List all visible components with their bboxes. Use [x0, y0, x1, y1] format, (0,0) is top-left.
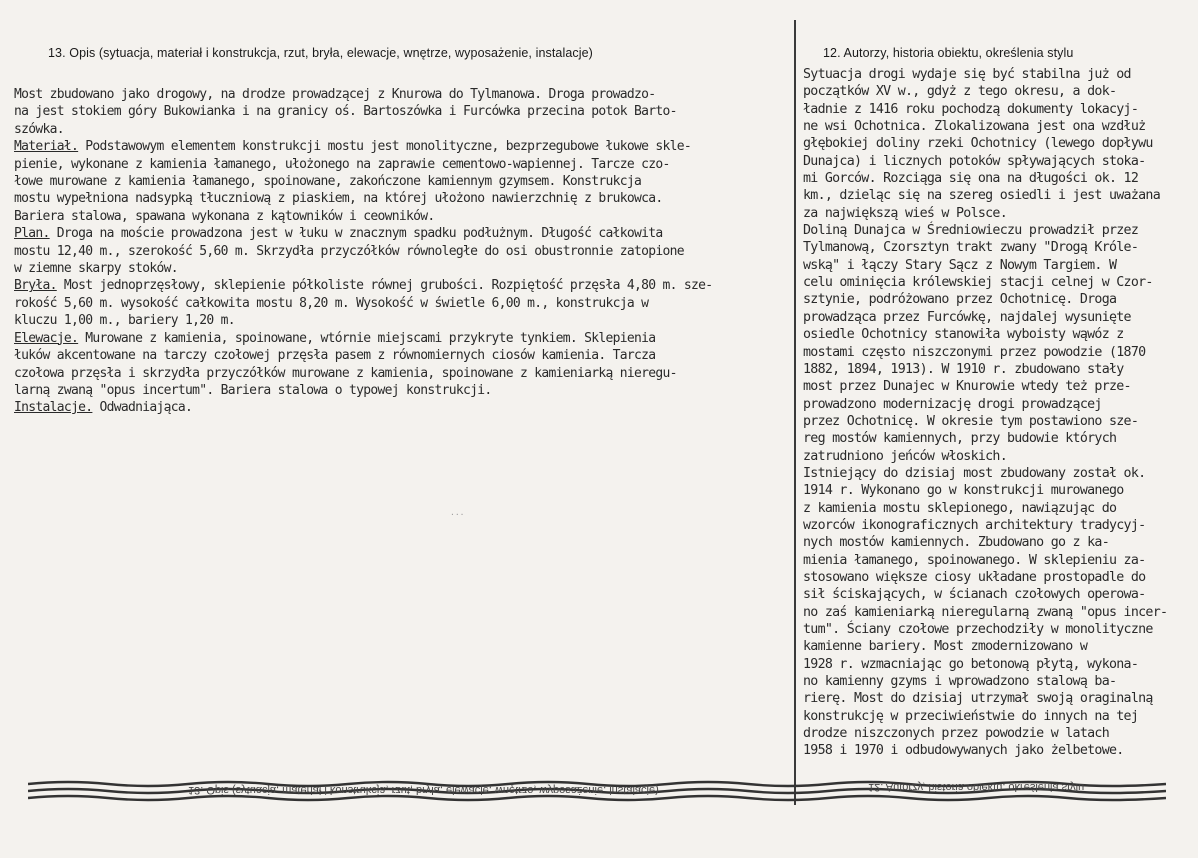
description-line — [14, 295, 784, 312]
history-line: no kamienny gzyms i wprowadzono stalową ba- — [803, 674, 1117, 690]
description-line — [14, 365, 784, 382]
description-line — [14, 225, 784, 242]
history-line: Dunajca) i licznych potoków spływających stoka- — [803, 153, 1146, 169]
line-text: w ziemne skarpy stoków. — [14, 261, 178, 277]
description-line — [14, 121, 784, 138]
section-13-heading: 13. Opis (sytuacja, materiał i konstrukcja, rzut, bryła, elewacje, wnętrze, wyposażenie, instalacje) — [48, 46, 593, 60]
line-text: czołowa przęsła i skrzydła przyczółków murowane z kamienia, spoinowane z kamieniarką nieregu- — [14, 365, 677, 381]
history-line: nych mostów kamiennych. Zbudowano go z ka- — [803, 535, 1109, 551]
section-label: Elewacje. — [14, 330, 79, 346]
line-text: pienie, wykonane z kamienia łamanego, ułożonego na zaprawie cementowo-wapiennej. Tarcze czo- — [14, 156, 670, 172]
section-label: Materiał. — [14, 139, 79, 155]
section-label: Plan. — [14, 226, 50, 242]
mirrored-heading-13: 13. Opis (sytuacja, materiał i konstrukcja, rzut, bryła, elewacje, wnętrze, wyposażenie, instalacje) — [188, 784, 659, 796]
description-line — [14, 330, 784, 347]
history-line: konstrukcję w przeciwieństwie do innych na tej — [803, 708, 1139, 724]
description-line — [14, 260, 784, 277]
history-line: prowadząca przez Furcówkę, najdalej wysunięte — [803, 309, 1131, 325]
history-line: drodze niszczonych przez powodzie w latach — [803, 726, 1109, 742]
history-line: celu ominięcia królewskiej stacji celnej w Czor- — [803, 275, 1153, 291]
description-body — [14, 86, 784, 417]
description-line — [14, 382, 784, 399]
description-line — [14, 190, 784, 207]
description-line — [14, 277, 784, 294]
history-line: ładnie z 1416 roku pochodzą dokumenty lokacyj- — [803, 101, 1139, 117]
history-line: z kamienia mostu sklepionego, nawiązując do — [803, 500, 1117, 516]
history-line: no zaś kamieniarką nieregularną zwaną "opus incer- — [803, 604, 1168, 620]
history-line: kamienne bariery. Most zmodernizowano w — [803, 639, 1088, 655]
line-text: Murowane z kamienia, spoinowane, wtórnie miejscami przykryte tynkiem. Sklepienia — [78, 330, 656, 346]
line-text: kluczu 1,00 m., bariery 1,20 m. — [14, 313, 235, 329]
section-12-heading: 12. Autorzy, historia obiektu, określenia stylu — [823, 46, 1074, 60]
line-text: łowe murowane z kamienia łamanego, spoinowane, zakończone kamiennym gzymsem. Konstrukcja — [14, 174, 642, 190]
line-text: Most zbudowano jako drogowy, na drodze prowadzącej z Knurowa do Tylmanowa. Droga prowadzo- — [14, 87, 656, 102]
history-line: km., dzieląc się na szereg osiedli i jest uważana — [803, 188, 1160, 204]
line-text: Podstawowym elementem konstrukcji mostu jest monolityczne, bezprzegubowe łukowe skle- — [78, 139, 692, 155]
description-line — [14, 312, 784, 329]
description-line — [14, 138, 784, 155]
history-line: Sytuacja drogi wydaje się być stabilna już od — [803, 67, 1131, 82]
history-line: Tylmanową, Czorsztyn trakt zwany "Drogą Króle- — [803, 240, 1139, 256]
line-text: mostu wypełniona nadsypką tłuczniową z piaskiem, na której ułożono nawierzchnię z brukowca. — [14, 191, 663, 207]
history-line: wską" i łączy Stary Sącz z Nowym Targiem. W — [803, 257, 1117, 273]
history-line: reg mostów kamiennych, przy budowie których — [803, 431, 1117, 447]
history-line: mienia łamanego, spoinowanego. W sklepieniu za- — [803, 552, 1146, 568]
mirrored-heading-12: 12. Autorzy, historia obiektu, określenia stylu — [868, 781, 1085, 793]
line-text: szówka. — [14, 121, 64, 137]
description-column — [14, 46, 784, 417]
history-body — [803, 66, 1195, 760]
line-text: Most jednoprzęsłowy, sklepienie półkoliste równej grubości. Rozpiętość przęsła 4,80 m. sze- — [56, 278, 713, 294]
line-text: łuków akcentowane na tarczy czołowej przęsła pasem z równomiernych ciosów kamienia. Tarcza — [14, 348, 656, 364]
history-line: ne wsi Ochotnica. Zlokalizowana jest ona wzdłuż — [803, 119, 1146, 135]
history-line: most przez Dunajec w Knurowie wtedy też prze- — [803, 379, 1131, 395]
history-line: sztynie, podróżowano przez Ochotnicę. Droga — [803, 292, 1117, 308]
description-line — [14, 173, 784, 190]
stray-mark: ··· — [450, 510, 465, 519]
history-line: przez Ochotnicę. W okresie tym postawiono sze- — [803, 413, 1139, 429]
history-line: stosowano większe ciosy układane prostopadle do — [803, 569, 1146, 585]
history-line: wzorców ikonograficznych architektury tradycyj- — [803, 517, 1146, 533]
section-label: Instalacje. — [14, 400, 93, 416]
history-line: początków XV w., gdyż z tego okresu, a dok- — [803, 84, 1117, 100]
history-line: 1882, 1894, 1913). W 1910 r. zbudowano stały — [803, 361, 1124, 377]
mirrored-bottom-band — [28, 776, 1166, 810]
history-line: mostami często niszczonymi przez powodzie (1870 — [803, 344, 1146, 360]
history-line: zatrudniono jeńców włoskich. — [803, 448, 1007, 464]
history-line: za największą wieś w Polsce. — [803, 205, 1007, 221]
history-line: prowadzono modernizację drogi prowadzącej — [803, 396, 1102, 412]
history-line: 1928 r. wzmacniając go betonową płytą, wykona- — [803, 656, 1139, 672]
history-line: Doliną Dunajca w Średniowieczu prowadził przez — [803, 223, 1139, 239]
history-line: 1958 i 1970 i odbudowywanych jako żelbetowe. — [803, 743, 1124, 759]
history-line: osiedle Ochotnicy stanowiła wyboisty wąwóz z — [803, 327, 1124, 343]
history-line: Istniejący do dzisiaj most zbudowany został ok. — [803, 465, 1146, 481]
history-line: tum". Ściany czołowe przechodziły w monolityczne — [803, 622, 1153, 637]
section-label: Bryła. — [14, 278, 57, 294]
line-text: na jest stokiem góry Bukowianka i na granicy oś. Bartoszówka i Furcówka przecina potok Barto- — [14, 104, 677, 120]
history-line: sił ściskających, w ścianach czołowych operowa- — [803, 587, 1146, 603]
description-line — [14, 103, 784, 120]
description-line — [14, 243, 784, 260]
history-column — [803, 46, 1195, 760]
description-line — [14, 347, 784, 364]
line-text: mostu 12,40 m., szerokość 5,60 m. Skrzydła przyczółków równoległe do osi obustronnie zatopione — [14, 243, 684, 259]
history-line: rierę. Most do dzisiaj utrzymał swoją oraginalną — [803, 691, 1153, 707]
description-line — [14, 86, 784, 103]
history-line: mi Gorców. Rozciąga się ona na długości ok. 12 — [803, 171, 1139, 187]
history-line: głębokiej doliny rzeki Ochotnicy (lewego dopływu — [803, 136, 1153, 152]
line-text: rokość 5,60 m. wysokość całkowita mostu 8,20 m. Wysokość w świetle 6,00 m., konstrukcja w — [14, 295, 649, 311]
description-line — [14, 208, 784, 225]
history-line: 1914 r. Wykonano go w konstrukcji murowanego — [803, 483, 1124, 499]
line-text: larną zwaną "opus incertum". Bariera stalowa o typowej konstrukcji. — [14, 382, 492, 398]
line-text: Bariera stalowa, spawana wykonana z kątowników i ceowników. — [14, 208, 435, 224]
line-text: Odwadniająca. — [92, 400, 193, 416]
line-text: Droga na moście prowadzona jest w łuku w znacznym spadku podłużnym. Długość całkowita — [49, 226, 663, 242]
description-line — [14, 399, 784, 416]
description-line — [14, 156, 784, 173]
column-divider — [794, 20, 796, 805]
